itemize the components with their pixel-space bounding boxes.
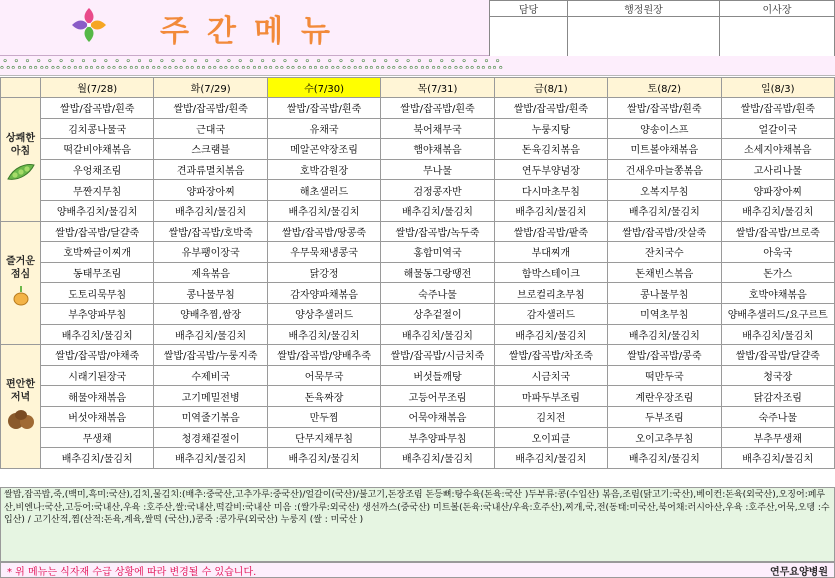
menu-cell: 쌀밥/잡곡밥/콩죽 — [608, 345, 721, 366]
day-header-row — [1, 78, 835, 98]
signature-cell — [719, 17, 834, 62]
menu-row — [1, 303, 835, 324]
menu-cell: 청국장 — [721, 365, 834, 386]
chestnut-icon — [2, 407, 39, 435]
meal-label-cell — [1, 221, 41, 345]
menu-cell: 배추김치/물김치 — [381, 200, 494, 221]
menu-row — [1, 427, 835, 448]
menu-cell: 양배추찜,쌈장 — [154, 303, 267, 324]
menu-cell: 양상추샐러드 — [267, 303, 380, 324]
menu-cell: 쌀밥/잡곡밥/달걀죽 — [41, 221, 154, 242]
menu-cell: 숙주나물 — [721, 406, 834, 427]
menu-cell: 계란우장조림 — [608, 386, 721, 407]
menu-cell: 감자양파채볶음 — [267, 283, 380, 304]
menu-cell: 소세지야채볶음 — [721, 139, 834, 160]
menu-cell: 햄야채볶음 — [381, 139, 494, 160]
menu-cell: 양파장아찌 — [154, 180, 267, 201]
menu-cell: 오이피클 — [494, 427, 607, 448]
menu-cell: 양배추김치/물김치 — [41, 200, 154, 221]
menu-cell: 우무묵채냉콩국 — [267, 242, 380, 263]
menu-cell: 쌀밥/잡곡밥/호박죽 — [154, 221, 267, 242]
menu-cell: 얼갈이국 — [721, 118, 834, 139]
menu-cell: 건새우마늘쫑볶음 — [608, 159, 721, 180]
menu-cell: 배추김치/물김치 — [41, 448, 154, 469]
signature-cell — [490, 17, 568, 62]
menu-cell: 쌀밥/잡곡밥/흰죽 — [721, 98, 834, 119]
menu-row — [1, 180, 835, 201]
day-header: 토(8/2) — [608, 78, 721, 98]
menu-cell: 호박야채볶음 — [721, 283, 834, 304]
menu-cell: 미역초무침 — [608, 303, 721, 324]
menu-cell: 양파장아찌 — [721, 180, 834, 201]
menu-cell: 배추김치/물김치 — [494, 324, 607, 345]
menu-cell: 해초샐러드 — [267, 180, 380, 201]
menu-cell: 시래기된장국 — [41, 365, 154, 386]
menu-cell: 마파두부조림 — [494, 386, 607, 407]
menu-cell: 양배추샐러드/요구르트 — [721, 303, 834, 324]
menu-cell: 쌀밥/잡곡밥/흰죽 — [381, 98, 494, 119]
menu-cell: 무생채 — [41, 427, 154, 448]
menu-cell: 만두찜 — [267, 406, 380, 427]
menu-cell: 미트볼야채볶음 — [608, 139, 721, 160]
menu-cell: 배추김치/물김치 — [608, 448, 721, 469]
menu-cell: 견과류멸치볶음 — [154, 159, 267, 180]
menu-cell: 오이고추무침 — [608, 427, 721, 448]
signature-cell — [567, 17, 719, 62]
menu-cell: 미역줄기볶음 — [154, 406, 267, 427]
menu-cell: 부대찌개 — [494, 242, 607, 263]
menu-row — [1, 283, 835, 304]
menu-cell: 상추겉절이 — [381, 303, 494, 324]
menu-cell: 청경채겉절이 — [154, 427, 267, 448]
menu-cell: 콩나물무침 — [154, 283, 267, 304]
menu-cell: 떡갈비야채볶음 — [41, 139, 154, 160]
menu-cell: 닭감자조림 — [721, 386, 834, 407]
menu-cell: 해물동그랑땡전 — [381, 262, 494, 283]
menu-cell: 두부조림 — [608, 406, 721, 427]
menu-row — [1, 221, 835, 242]
menu-cell: 메알곤약장조림 — [267, 139, 380, 160]
meal-label: 편안한 저녁 — [6, 378, 35, 403]
menu-cell: 제육볶음 — [154, 262, 267, 283]
menu-cell: 배추김치/물김치 — [154, 324, 267, 345]
menu-cell: 배추김치/물김치 — [154, 448, 267, 469]
menu-cell: 돈육짜장 — [267, 386, 380, 407]
menu-cell: 돈육김치볶음 — [494, 139, 607, 160]
menu-cell: 쌀밥/잡곡밥/흰죽 — [608, 98, 721, 119]
menu-cell: 감자샐러드 — [494, 303, 607, 324]
menu-cell: 배추김치/물김치 — [721, 200, 834, 221]
menu-cell: 쌀밥/잡곡밥/브로죽 — [721, 221, 834, 242]
menu-row — [1, 200, 835, 221]
day-header: 월(7/28) — [41, 78, 154, 98]
meal-label-cell — [1, 345, 41, 469]
menu-row — [1, 118, 835, 139]
menu-cell: 배추김치/물김치 — [721, 448, 834, 469]
menu-cell: 양송이스프 — [608, 118, 721, 139]
menu-cell: 유채국 — [267, 118, 380, 139]
corner-cell — [1, 78, 41, 98]
menu-cell: 돈채빈스볶음 — [608, 262, 721, 283]
menu-row — [1, 386, 835, 407]
menu-cell: 쌀밥/잡곡밥/양배추죽 — [267, 345, 380, 366]
approval-label: 담당 — [490, 1, 568, 17]
menu-cell: 배추김치/물김치 — [381, 448, 494, 469]
menu-cell: 쌀밥/잡곡밥/팥죽 — [494, 221, 607, 242]
menu-cell: 쌀밥/잡곡밥/녹두죽 — [381, 221, 494, 242]
menu-cell: 고기메밀전병 — [154, 386, 267, 407]
menu-cell: 도토리묵무침 — [41, 283, 154, 304]
menu-cell: 배추김치/물김치 — [267, 200, 380, 221]
menu-cell: 김치전 — [494, 406, 607, 427]
menu-cell: 북어채무국 — [381, 118, 494, 139]
menu-cell: 우엉채조림 — [41, 159, 154, 180]
menu-cell: 누룽지탕 — [494, 118, 607, 139]
menu-cell: 쌀밥/잡곡밥/야채죽 — [41, 345, 154, 366]
menu-cell: 배추김치/물김치 — [267, 324, 380, 345]
menu-cell: 시금치국 — [494, 365, 607, 386]
menu-cell: 쌀밥/잡곡밥/차조죽 — [494, 345, 607, 366]
menu-row — [1, 139, 835, 160]
menu-row — [1, 98, 835, 119]
menu-cell: 배추김치/물김치 — [154, 200, 267, 221]
hospital-name: 연무요양병원 — [770, 566, 828, 578]
menu-cell: 부추양파무침 — [381, 427, 494, 448]
menu-row — [1, 345, 835, 366]
menu-row — [1, 159, 835, 180]
meal-label: 즐거운 점심 — [6, 256, 35, 281]
menu-cell: 수제비국 — [154, 365, 267, 386]
menu-cell: 배추김치/물김치 — [267, 448, 380, 469]
day-header: 화(7/29) — [154, 78, 267, 98]
menu-cell: 유부팽이장국 — [154, 242, 267, 263]
menu-row — [1, 262, 835, 283]
menu-cell: 잔치국수 — [608, 242, 721, 263]
menu-cell: 쌀밥/잡곡밥/시금치죽 — [381, 345, 494, 366]
menu-cell: 부추양파무침 — [41, 303, 154, 324]
menu-cell: 무나물 — [381, 159, 494, 180]
onion-icon — [2, 284, 39, 310]
page-title: 주간메뉴 — [160, 14, 348, 49]
menu-row — [1, 406, 835, 427]
menu-cell: 호박감원장 — [267, 159, 380, 180]
approval-label: 행정원장 — [567, 1, 719, 17]
menu-cell: 오복지무침 — [608, 180, 721, 201]
day-header: 일(8/3) — [721, 78, 834, 98]
day-header: 목(7/31) — [381, 78, 494, 98]
menu-cell: 어묵무국 — [267, 365, 380, 386]
menu-cell: 함박스테이크 — [494, 262, 607, 283]
menu-cell: 해물야채볶음 — [41, 386, 154, 407]
pea-pod-icon — [2, 161, 39, 187]
decorative-border: ஃஃஃஃஃஃஃஃஃஃஃஃஃஃஃஃஃஃஃஃஃஃஃஃஃஃஃஃஃஃஃஃஃஃஃஃஃஃஃஃஃஃஃஃஃ — [0, 56, 835, 76]
menu-cell: 배추김치/물김치 — [494, 448, 607, 469]
menu-cell: 무짠지무침 — [41, 180, 154, 201]
menu-row — [1, 324, 835, 345]
menu-cell: 떡만두국 — [608, 365, 721, 386]
menu-cell: 쌀밥/잡곡밥/흰죽 — [267, 98, 380, 119]
day-header: 수(7/30) — [267, 78, 380, 98]
approval-box — [489, 0, 835, 62]
menu-cell: 고등어무조림 — [381, 386, 494, 407]
menu-cell: 배추김치/물김치 — [608, 324, 721, 345]
menu-row — [1, 242, 835, 263]
menu-cell: 배추김치/물김치 — [721, 324, 834, 345]
day-header: 금(8/1) — [494, 78, 607, 98]
meal-label-cell — [1, 98, 41, 222]
menu-cell: 콩나물무침 — [608, 283, 721, 304]
menu-cell: 김치콩나물국 — [41, 118, 154, 139]
menu-cell: 아욱국 — [721, 242, 834, 263]
menu-cell: 연두부양념장 — [494, 159, 607, 180]
menu-cell: 쌀밥/잡곡밥/땅콩죽 — [267, 221, 380, 242]
weekly-menu-table — [0, 77, 835, 469]
menu-cell: 쌀밥/잡곡밥/누룽지죽 — [154, 345, 267, 366]
menu-cell: 검정콩자반 — [381, 180, 494, 201]
hospital-logo — [66, 2, 112, 48]
menu-cell: 버섯들깨탕 — [381, 365, 494, 386]
menu-cell: 근대국 — [154, 118, 267, 139]
menu-cell: 버섯야채볶음 — [41, 406, 154, 427]
menu-cell: 쌀밥/잡곡밥/잣살죽 — [608, 221, 721, 242]
approval-label: 이사장 — [719, 1, 834, 17]
footer — [0, 562, 835, 578]
menu-cell: 쌀밥/잡곡밥/흰죽 — [154, 98, 267, 119]
menu-cell: 닭강정 — [267, 262, 380, 283]
menu-cell: 돈가스 — [721, 262, 834, 283]
menu-cell: 배추김치/물김치 — [381, 324, 494, 345]
menu-cell: 쌀밥/잡곡밥/달걀죽 — [721, 345, 834, 366]
menu-cell: 다시마초무침 — [494, 180, 607, 201]
menu-cell: 배추김치/물김치 — [494, 200, 607, 221]
menu-cell: 호박짜글이찌개 — [41, 242, 154, 263]
menu-cell: 동태무조림 — [41, 262, 154, 283]
menu-cell: 배추김치/물김치 — [608, 200, 721, 221]
menu-cell: 홍합미역국 — [381, 242, 494, 263]
menu-cell: 단무지채무침 — [267, 427, 380, 448]
menu-cell: 쌀밥/잡곡밥/흰죽 — [41, 98, 154, 119]
menu-cell: 스크램블 — [154, 139, 267, 160]
menu-row — [1, 448, 835, 469]
menu-cell: 숙주나물 — [381, 283, 494, 304]
menu-cell: 어묵야채볶음 — [381, 406, 494, 427]
menu-cell: 배추김치/물김치 — [41, 324, 154, 345]
menu-row — [1, 365, 835, 386]
menu-cell: 쌀밥/잡곡밥/흰죽 — [494, 98, 607, 119]
menu-cell: 고사리나물 — [721, 159, 834, 180]
menu-cell: 브로컬리초무침 — [494, 283, 607, 304]
menu-cell: 부추무생채 — [721, 427, 834, 448]
origin-notes: 쌀밥,잡곡밥,죽,(백미,흑미:국산),김치,물김치:(배추:중국산,고추가루:중국산)/얼갈이(국산)/불고기,돈장조림 돈등뼈:탕수육(돈육:국산 )두부류:콩(수입산) 볶음,조림(닭고기:국산),베이컨:돈육(외국산),오징어:페루산,비엔나:국산,고등어:국내산,우육 :호주산,쌀:국내산,떡갈비:국내산 미음 :(쌀가루:외국산) 생선까스(중국산) 미트볼(돈육:국내산/우육:호주산),찌개,국,전(동태:미국산,북어채:러시아산,우육 :호주산,어묵,오뎅 :수입산) / 고기산적,찜(산적:돈육,계육,쌀떡 (국산),)콩죽 :콩가루(외국산) 누룽지 (쌀 : 미국산 ) — [0, 487, 835, 562]
meal-label: 상쾌한 아침 — [6, 132, 35, 157]
change-warning: * 위 메뉴는 식자재 수급 상황에 따라 변경될 수 있습니다. — [7, 566, 257, 578]
